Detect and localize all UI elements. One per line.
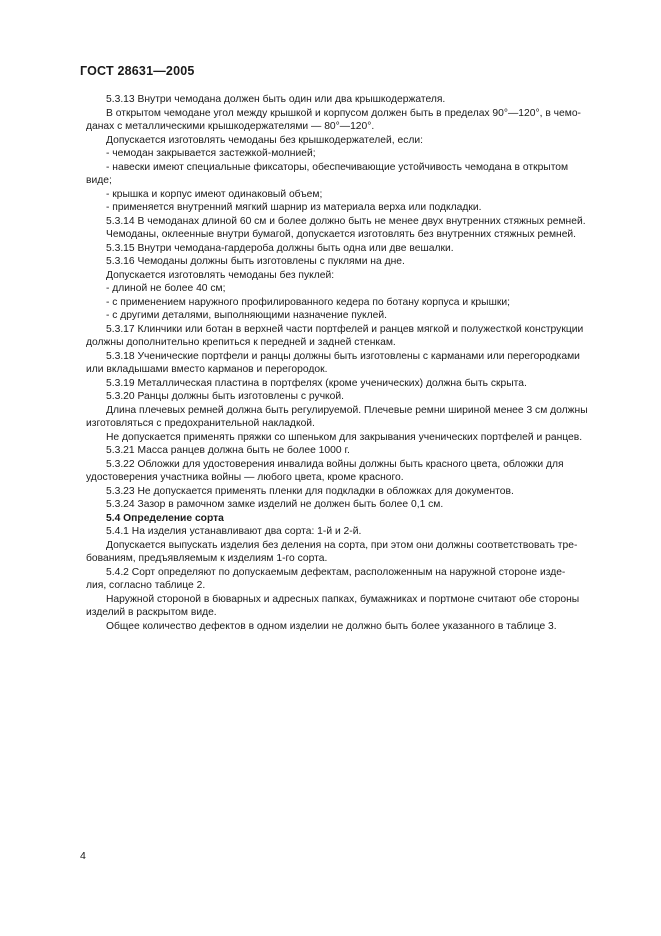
text-line: 5.3.14 В чемоданах длиной 60 см и более должно быть не менее двух внутренних стяжных ремней. [106,215,586,227]
text-line: или вкладышами вместо карманов и перегородок. [86,364,328,375]
text-line: 5.4.1 На изделия устанавливают два сорта: 1-й и 2-й. [106,526,362,537]
text-line: должны дополнительно крепиться к передней и задней стенкам. [86,337,396,348]
text-line: - с применением наружного профилированного кедера по ботану корпуса и крышки; [106,296,510,308]
text-line: Допускается изготовлять чемоданы без крышкодержателей, если: [106,134,423,146]
text-line: - с другими деталями, выполняющими назначение пуклей. [106,310,387,321]
text-line: - навески имеют специальные фиксаторы, обеспечивающие устойчивость чемодана в открытом [106,161,569,173]
text-line: 5.3.24 Зазор в рамочном замке изделий не должен быть более 0,1 см. [106,499,444,510]
text-line: виде; [86,175,112,186]
text-line: Не допускается применять пряжки со шпеньком для закрывания ученических портфелей и ранцев. [106,431,583,443]
text-line: - применяется внутренний мягкий шарнир из материала верха или подкладки. [106,202,482,213]
text-line: 5.4.2 Сорт определяют по допускаемым дефектам, расположенным на наружной стороне изде- [106,566,566,578]
text-line: данах с металлическими крышкодержателями — 80°—120°. [86,121,375,132]
text-line: 5.3.13 Внутри чемодана должен быть один или два крышкодержателя. [106,94,446,105]
text-line: 5.3.21 Масса ранцев должна быть не более 1000 г. [106,445,350,456]
text-line: - крышка и корпус имеют одинаковый объем; [106,188,323,200]
text-line: Длина плечевых ремней должна быть регулируемой. Плечевые ремни шириной менее 3 см должны [106,404,588,416]
text-line: лия, согласно таблице 2. [86,580,206,591]
text-line: - чемодан закрывается застежкой-молнией; [106,148,316,159]
text-line: Допускается изготовлять чемоданы без пуклей: [106,269,335,281]
text-line: 5.3.18 Ученические портфели и ранцы должны быть изготовлены с карманами или перегородками [106,350,580,362]
text-line: 5.3.23 Не допускается применять пленки для подкладки в обложках для документов. [106,485,514,497]
text-line: 5.3.19 Металлическая пластина в портфелях (кроме ученических) должна быть скрыта. [106,377,527,389]
document-header: ГОСТ 28631—2005 [80,64,195,78]
text-line: 5.3.20 Ранцы должны быть изготовлены с ручкой. [106,391,345,402]
text-line: 5.3.15 Внутри чемодана-гардероба должны быть одна или две вешалки. [106,242,454,254]
text-line: Общее количество дефектов в одном изделии не должно быть более указанного в таблице 3. [106,620,557,632]
text-line: 5.3.16 Чемоданы должны быть изготовлены с пуклями на дне. [106,256,405,267]
text-line: - длиной не более 40 см; [106,283,226,294]
text-line: Допускается выпускать изделия без деления на сорта, при этом они должны соответствовать тре- [106,539,578,551]
text-line: бованиям, предъявляемым к изделиям 1-го сорта. [86,553,328,564]
text-line: В открытом чемодане угол между крышкой и корпусом должен быть в пределах 90°—120°, в чемо- [106,107,581,119]
text-line: изготовляться с предохранительной накладкой. [86,418,315,429]
text-line: изделий в раскрытом виде. [86,607,217,618]
text-line: удостоверения участника войны — любого цвета, кроме красного. [86,472,404,483]
text-line: 5.3.22 Обложки для удостоверения инвалида войны должны быть красного цвета, обложки для [106,458,564,470]
text-line: 5.3.17 Клинчики или ботан в верхней части портфелей и ранцев мягкой и полужесткой конструкции [106,323,584,335]
page-number: 4 [80,850,86,862]
text-line: Чемоданы, оклеенные внутри бумагой, допускается изготовлять без внутренних стяжных ремней. [106,229,577,240]
section-heading: 5.4 Определение сорта [106,512,224,524]
document-body [86,93,614,633]
text-line: Наружной стороной в бюварных и адресных папках, бумажниках и портмоне считают обе стороны [106,593,580,605]
